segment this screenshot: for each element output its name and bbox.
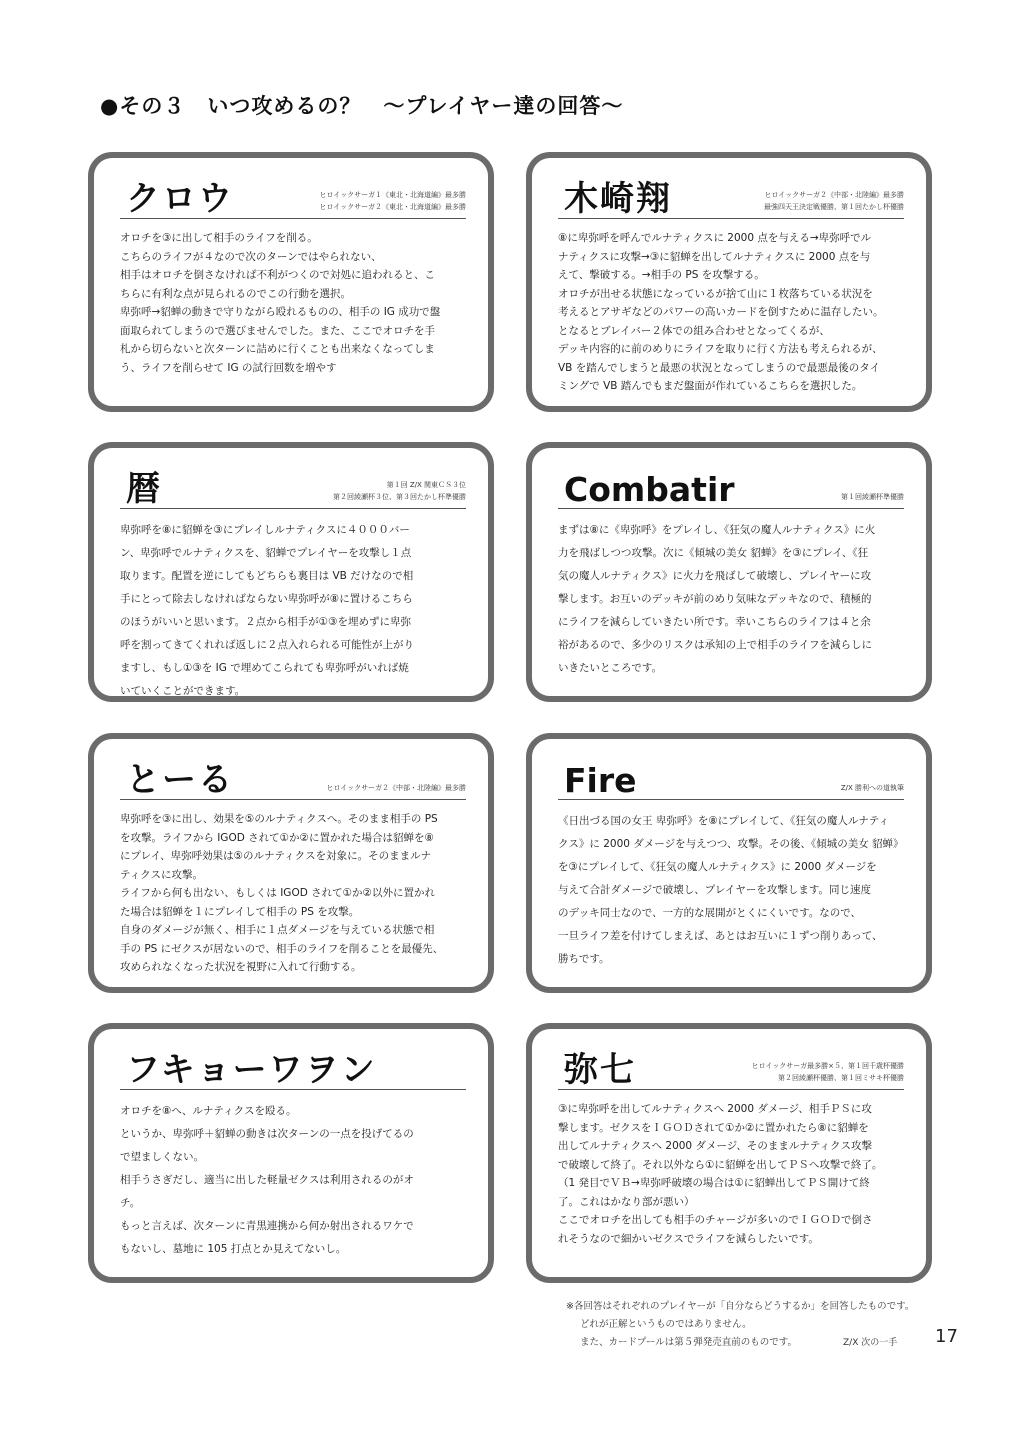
answer-line: た場合は貂蝉を１にプレイして相手の PS を攻撃。 — [120, 905, 360, 918]
card-header — [120, 1043, 466, 1090]
answer-line: VB を踏んでしまうと最悪の状況となってしまうので最悪最後のタイ — [558, 361, 881, 374]
achievement-line: Z/X 勝利への道執筆 — [840, 784, 904, 792]
answer-text — [558, 810, 904, 971]
player-achievements — [764, 189, 904, 213]
answer-line: にプレイ、卑弥呼効果は⑤のルナティクスを対象に。そのままルナ — [120, 850, 432, 862]
achievement-line: ヒロイックサーガ最多勝×５、第１回千歳杯優勝 — [751, 1062, 904, 1070]
footnote-line: ※各回答はそれぞれのプレイヤーが「自分ならどうするか」を回答したものです。 — [566, 1301, 915, 1312]
answer-line: 取ります。配置を逆にしてもどちらも裏目は VB だけなので相 — [120, 570, 414, 582]
answer-line: 手にとって除去しなければならない卑弥呼が⑧に置けるこちら — [120, 593, 413, 605]
answer-line: ちらに有利な点が見られるのでこの行動を選択。 — [120, 287, 351, 300]
answer-card-fire — [526, 733, 932, 993]
footnote-line: また、カードプールは第５弾発売直前のものです。 — [580, 1337, 797, 1348]
player-name: Fire — [564, 761, 637, 800]
achievement-line: 第２回綾瀬杯優勝、第１回ミサキ杯優勝 — [778, 1074, 904, 1082]
card-header — [120, 753, 466, 800]
answer-text — [558, 1100, 904, 1248]
answer-line: 考えるとアサギなどのパワーの高いカードを倒すために温存したい。 — [558, 306, 884, 318]
answer-line: 気の魔人ルナティクス》に火力を飛ばして破壊し、プレイヤーに攻 — [558, 570, 872, 582]
page-number: 17 — [935, 1326, 958, 1347]
player-achievements — [752, 1060, 904, 1084]
answer-line: クス》に 2000 ダメージを与えつつ、攻撃。その後、《傾城の美女 貂蝉》 — [558, 838, 904, 850]
answer-line: えて、撃破する。→相手の PS を攻撃する。 — [558, 269, 765, 281]
player-name: クロウ — [126, 179, 234, 219]
player-name: 暦 — [126, 469, 162, 509]
answer-line: 相手うさぎだし、適当に出した軽量ゼクスは利用されるのがオ — [120, 1174, 414, 1186]
answer-line: 卑弥呼→貂蝉の動きで守りながら殴れるものの、相手の IG 成功で盤 — [120, 306, 441, 318]
answer-line: ⑧に卑弥呼を呼んでルナティクスに 2000 点を与える→卑弥呼でル — [558, 232, 872, 244]
answer-line: もないし、墓地に 105 打点とか見えてないし。 — [120, 1243, 347, 1255]
answer-line: 卑弥呼を⑧に貂蝉を③にプレイしルナティクスに４０００バー — [120, 524, 410, 536]
answer-line: というか、卑弥呼＋貂蝉の動きは次ターンの一点を投げてるの — [120, 1128, 414, 1140]
answer-line: 呼を割ってきてくれれば返しに２点入れられる可能性が上がり — [120, 639, 414, 651]
card-header — [120, 172, 466, 219]
answer-line: 出してルナティクスへ 2000 ダメージ、そのままルナティクス攻撃 — [558, 1140, 872, 1152]
card-header — [558, 462, 904, 509]
answer-card-kurou — [88, 152, 494, 412]
answer-text — [120, 229, 466, 377]
achievement-line: 第２回綾瀬杯３位、第３回たかし杯準優勝 — [333, 493, 466, 501]
answer-line: 与えて合計ダメージで破壊し、プレイヤーを攻撃します。同じ速度 — [558, 884, 872, 896]
answer-line: で望ましくない。 — [120, 1151, 204, 1163]
answer-text — [558, 229, 904, 396]
answer-line: 撃します。ゼクスをＩＧＯＤされて①か②に置かれたら⑧に貂蝉を — [558, 1121, 869, 1134]
answer-line: れそうなので細かいゼクスでライフを減らしたいです。 — [558, 1232, 819, 1245]
answer-line: ン、卑弥呼でルナティクスを、貂蝉でプレイヤーを攻撃し１点 — [120, 547, 412, 559]
card-header — [558, 172, 904, 219]
answer-line: ここでオロチを出しても相手のチャージが多いのでＩＧＯＤで倒さ — [558, 1214, 873, 1226]
answer-line: う、ライフを削らせて IG の試行回数を増やす — [120, 361, 337, 374]
answer-line: 自身のダメージが無く、相手に１点ダメージを与えている状態で相 — [120, 924, 435, 936]
answer-line: で破壊して終了。それ以外なら①に貂蝉を出してＰＳへ攻撃で終了。 — [558, 1158, 883, 1171]
answer-line: 力を飛ばしつつ攻撃。次に《傾城の美女 貂蝉》を③にプレイ、《狂 — [558, 547, 869, 559]
answer-line: 裕があるので、多少のリスクは承知の上で相手のライフを減らしに — [558, 639, 872, 651]
answer-card-yashichi — [526, 1023, 932, 1283]
answer-line: オロチが出せる状態になっているが捨て山に１枚落ちている状況を — [558, 287, 873, 300]
answer-line: オロチを③に出して相手のライフを削る。 — [120, 232, 318, 244]
player-name: フキョーワヲン — [126, 1050, 377, 1090]
answer-line: 札から切らないと次ターンに詰めに行くことも出来なくなってしま — [120, 343, 435, 355]
answer-line: ライフから何も出ない、もしくは IGOD されて①か②以外に置かれ — [120, 887, 435, 899]
footnote-line: どれが正解というものではありません。 — [580, 1319, 752, 1330]
answer-line: まずは⑧に《卑弥呼》をプレイし、《狂気の魔人ルナティクス》に火 — [558, 524, 876, 536]
answer-line: もっと言えば、次ターンに青黒連携から何か射出されるワケで — [120, 1220, 414, 1232]
answer-line: のデッキ同士なので、一方的な展開がとくにくいです。なので、 — [558, 907, 862, 919]
answer-line: 攻められなくなった状況を視野に入れて行動する。 — [120, 961, 362, 973]
page-title: ●その３ いつ攻めるの？ ～プレイヤー達の回答～ — [100, 94, 624, 118]
player-name: とーる — [126, 760, 234, 800]
answer-card-combatir — [526, 442, 932, 702]
player-achievements — [326, 782, 466, 794]
answer-line: 一旦ライフ差を付けてしまえば、あとはお互いに１ずつ削りあって、 — [558, 930, 883, 942]
answer-line: ③に卑弥呼を出してルナティクスへ 2000 ダメージ、相手ＰＳに攻 — [558, 1103, 872, 1115]
answer-line: 勝ちです。 — [558, 953, 610, 965]
answer-card-kizaki — [526, 152, 932, 412]
answer-line: にライフを減らしていきたい所です。幸いこちらのライフは４と余 — [558, 616, 871, 628]
achievement-line: 第１回 Z/X 関東ＣＳ３位 — [386, 481, 466, 489]
player-name: 弥七 — [564, 1050, 636, 1090]
card-header — [120, 462, 466, 509]
answer-line: 卑弥呼を③に出し、効果を⑤のルナティクスへ。そのまま相手の PS — [120, 813, 438, 825]
achievement-line: 第１回綾瀬杯準優勝 — [841, 493, 904, 501]
answer-line: いきたいところです。 — [558, 662, 663, 674]
answer-line: ティクスに攻撃。 — [120, 868, 204, 881]
achievement-line: ヒロイックサーガ２《中部・北陸編》最多勝 — [326, 784, 466, 792]
card-header — [558, 753, 904, 800]
answer-line: のほうがいいと思います。２点から相手が①③を埋めずに卑弥 — [120, 616, 411, 628]
achievement-line: 最強四天王決定戦優勝、第１回たかし杯優勝 — [764, 203, 904, 211]
achievement-line: ヒロイックサーガ２《東北・北海道編》最多勝 — [319, 203, 466, 211]
player-name: Combatir — [564, 470, 735, 509]
answer-line: ミングで VB 踏んでもまだ盤面が作れているこちらを選択した。 — [558, 380, 863, 392]
answer-line: ますし、もし①③を IG で埋めてこられても卑弥呼がいれば焼 — [120, 662, 409, 674]
card-header — [558, 1043, 904, 1090]
answer-line: チ。 — [120, 1197, 141, 1209]
answer-text — [558, 519, 904, 680]
player-name: 木崎翔 — [564, 179, 672, 219]
publication-name: Z/X 次の一手 — [843, 1338, 898, 1348]
answer-text — [120, 1100, 466, 1261]
answer-line: こちらのライフが４なので次のターンではやられない、 — [120, 250, 382, 263]
answer-text — [120, 519, 466, 703]
answer-line: デッキ内容的に前のめりにライフを取りに行く方法も考えられるが、 — [558, 343, 883, 355]
answer-text — [120, 810, 466, 977]
answer-line: ナティクスに攻撃→③に貂蝉を出してルナティクスに 2000 点を与 — [558, 250, 871, 263]
answer-line: 撃します。お互いのデッキが前のめり気味なデッキなので、積極的 — [558, 593, 872, 605]
answer-line: 《日出づる国の女王 卑弥呼》を⑧にプレイして、《狂気の魔人ルナティ — [558, 815, 890, 827]
player-achievements — [841, 782, 904, 794]
answer-card-tooru — [88, 733, 494, 993]
player-achievements — [319, 189, 466, 213]
answer-line: 手の PS にゼクスが居ないので、相手のライフを削ることを最優先、 — [120, 942, 444, 955]
answer-line: を③にプレイして、《狂気の魔人ルナティクス》に 2000 ダメージを — [558, 861, 877, 873]
answer-line: オロチを⑧へ、ルナティクスを殴る。 — [120, 1105, 297, 1117]
answer-line: いていくことができます。 — [120, 685, 246, 697]
achievement-line: ヒロイックサーガ２《中部・北陸編》最多勝 — [764, 191, 904, 199]
answer-line: 了。これはかなり部が悪い） — [558, 1195, 695, 1208]
answer-line: 面取られてしまうので選びませんでした。また、ここでオロチを手 — [120, 324, 435, 337]
player-achievements — [841, 491, 904, 503]
answer-card-koyomi — [88, 442, 494, 702]
answer-line: 相手はオロチを倒さなければ不利がつくので対処に追われると、こ — [120, 269, 435, 281]
achievement-line: ヒロイックサーガ１《東北・北海道編》最多勝 — [319, 191, 466, 199]
answer-card-fukyouwawon — [88, 1023, 494, 1283]
player-achievements — [333, 479, 466, 503]
answer-line: を攻撃。ライフから IGOD されて①か②に置かれた場合は貂蝉を⑧ — [120, 831, 434, 844]
answer-line: となるとブレイバー２体での組み合わせとなってくるが、 — [558, 324, 830, 337]
answer-line: （1 発目でＶＢ→卑弥呼破壊の場合は①に貂蝉出してＰＳ開けて終 — [558, 1177, 870, 1189]
